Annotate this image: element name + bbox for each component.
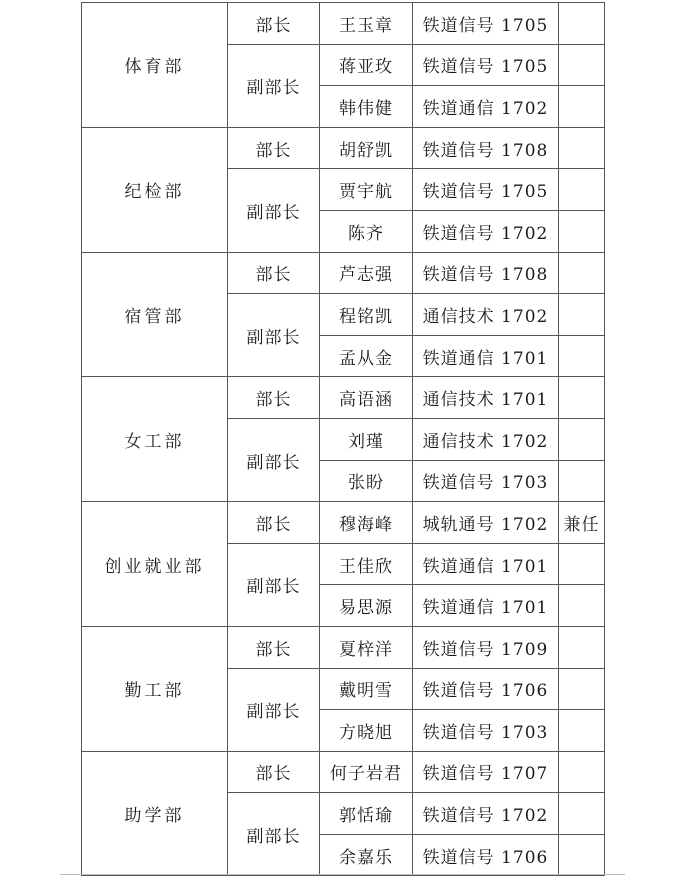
class-cell: 铁道通信 1702 <box>413 86 559 128</box>
person-name-cell: 郭恬瑜 <box>320 793 413 835</box>
class-cell: 铁道信号 1708 <box>413 252 559 294</box>
note-cell <box>559 751 605 793</box>
note-cell <box>559 585 605 627</box>
person-name-cell: 穆海峰 <box>320 502 413 544</box>
person-name-cell: 戴明雪 <box>320 668 413 710</box>
role-cell: 部长 <box>228 626 320 668</box>
note-cell <box>559 86 605 128</box>
table-row <box>82 3 605 45</box>
class-cell: 通信技术 1702 <box>413 418 559 460</box>
note-cell <box>559 626 605 668</box>
table-row <box>82 502 605 544</box>
person-name-cell: 陈齐 <box>320 210 413 252</box>
class-cell: 铁道通信 1701 <box>413 335 559 377</box>
role-cell: 副部长 <box>228 793 320 876</box>
role-cell: 副部长 <box>228 543 320 626</box>
role-cell: 部长 <box>228 377 320 419</box>
person-name-cell: 何子岩君 <box>320 751 413 793</box>
person-name-cell: 韩伟健 <box>320 86 413 128</box>
note-cell <box>559 834 605 876</box>
note-cell <box>559 210 605 252</box>
person-name-cell: 胡舒凯 <box>320 127 413 169</box>
role-cell: 部长 <box>228 502 320 544</box>
class-cell: 铁道信号 1707 <box>413 751 559 793</box>
person-name-cell: 刘瑾 <box>320 418 413 460</box>
department-name-cell: 体育部 <box>82 3 228 128</box>
role-cell: 副部长 <box>228 294 320 377</box>
role-cell: 副部长 <box>228 418 320 501</box>
department-name-cell: 创业就业部 <box>82 502 228 627</box>
person-name-cell: 夏梓洋 <box>320 626 413 668</box>
class-cell: 通信技术 1702 <box>413 294 559 336</box>
person-name-cell: 王佳欣 <box>320 543 413 585</box>
note-cell <box>559 3 605 45</box>
class-cell: 通信技术 1701 <box>413 377 559 419</box>
table-row <box>82 751 605 793</box>
role-cell: 部长 <box>228 751 320 793</box>
department-name-cell: 女工部 <box>82 377 228 502</box>
person-name-cell: 芦志强 <box>320 252 413 294</box>
person-name-cell: 贾宇航 <box>320 169 413 211</box>
person-name-cell: 方晓旭 <box>320 710 413 752</box>
class-cell: 铁道通信 1701 <box>413 585 559 627</box>
department-name-cell: 宿管部 <box>82 252 228 377</box>
note-cell: 兼任 <box>559 502 605 544</box>
class-cell: 铁道信号 1702 <box>413 793 559 835</box>
class-cell: 铁道信号 1708 <box>413 127 559 169</box>
class-cell: 铁道信号 1705 <box>413 44 559 86</box>
person-name-cell: 易思源 <box>320 585 413 627</box>
person-name-cell: 余嘉乐 <box>320 834 413 876</box>
note-cell <box>559 668 605 710</box>
person-name-cell: 高语涵 <box>320 377 413 419</box>
role-cell: 部长 <box>228 252 320 294</box>
person-name-cell: 程铭凯 <box>320 294 413 336</box>
person-name-cell: 王玉章 <box>320 3 413 45</box>
note-cell <box>559 460 605 502</box>
class-cell: 铁道信号 1705 <box>413 169 559 211</box>
department-name-cell: 助学部 <box>82 751 228 876</box>
role-cell: 部长 <box>228 3 320 45</box>
person-name-cell: 张盼 <box>320 460 413 502</box>
role-cell: 副部长 <box>228 44 320 127</box>
note-cell <box>559 127 605 169</box>
note-cell <box>559 294 605 336</box>
role-cell: 副部长 <box>228 169 320 252</box>
role-cell: 副部长 <box>228 668 320 751</box>
role-cell: 部长 <box>228 127 320 169</box>
class-cell: 铁道信号 1706 <box>413 668 559 710</box>
person-name-cell: 蒋亚玫 <box>320 44 413 86</box>
class-cell: 铁道信号 1706 <box>413 834 559 876</box>
department-name-cell: 勤工部 <box>82 626 228 751</box>
department-roster-table <box>81 2 605 876</box>
note-cell <box>559 710 605 752</box>
note-cell <box>559 335 605 377</box>
note-cell <box>559 377 605 419</box>
page-divider <box>60 874 625 875</box>
roster-body <box>82 3 605 876</box>
person-name-cell: 孟从金 <box>320 335 413 377</box>
note-cell <box>559 543 605 585</box>
class-cell: 铁道信号 1703 <box>413 710 559 752</box>
table-row <box>82 626 605 668</box>
table-row <box>82 127 605 169</box>
class-cell: 铁道信号 1703 <box>413 460 559 502</box>
department-name-cell: 纪检部 <box>82 127 228 252</box>
note-cell <box>559 169 605 211</box>
class-cell: 铁道信号 1709 <box>413 626 559 668</box>
note-cell <box>559 252 605 294</box>
class-cell: 城轨通号 1702 <box>413 502 559 544</box>
note-cell <box>559 793 605 835</box>
table-row <box>82 377 605 419</box>
note-cell <box>559 418 605 460</box>
class-cell: 铁道通信 1701 <box>413 543 559 585</box>
class-cell: 铁道信号 1702 <box>413 210 559 252</box>
class-cell: 铁道信号 1705 <box>413 3 559 45</box>
note-cell <box>559 44 605 86</box>
table-row <box>82 252 605 294</box>
